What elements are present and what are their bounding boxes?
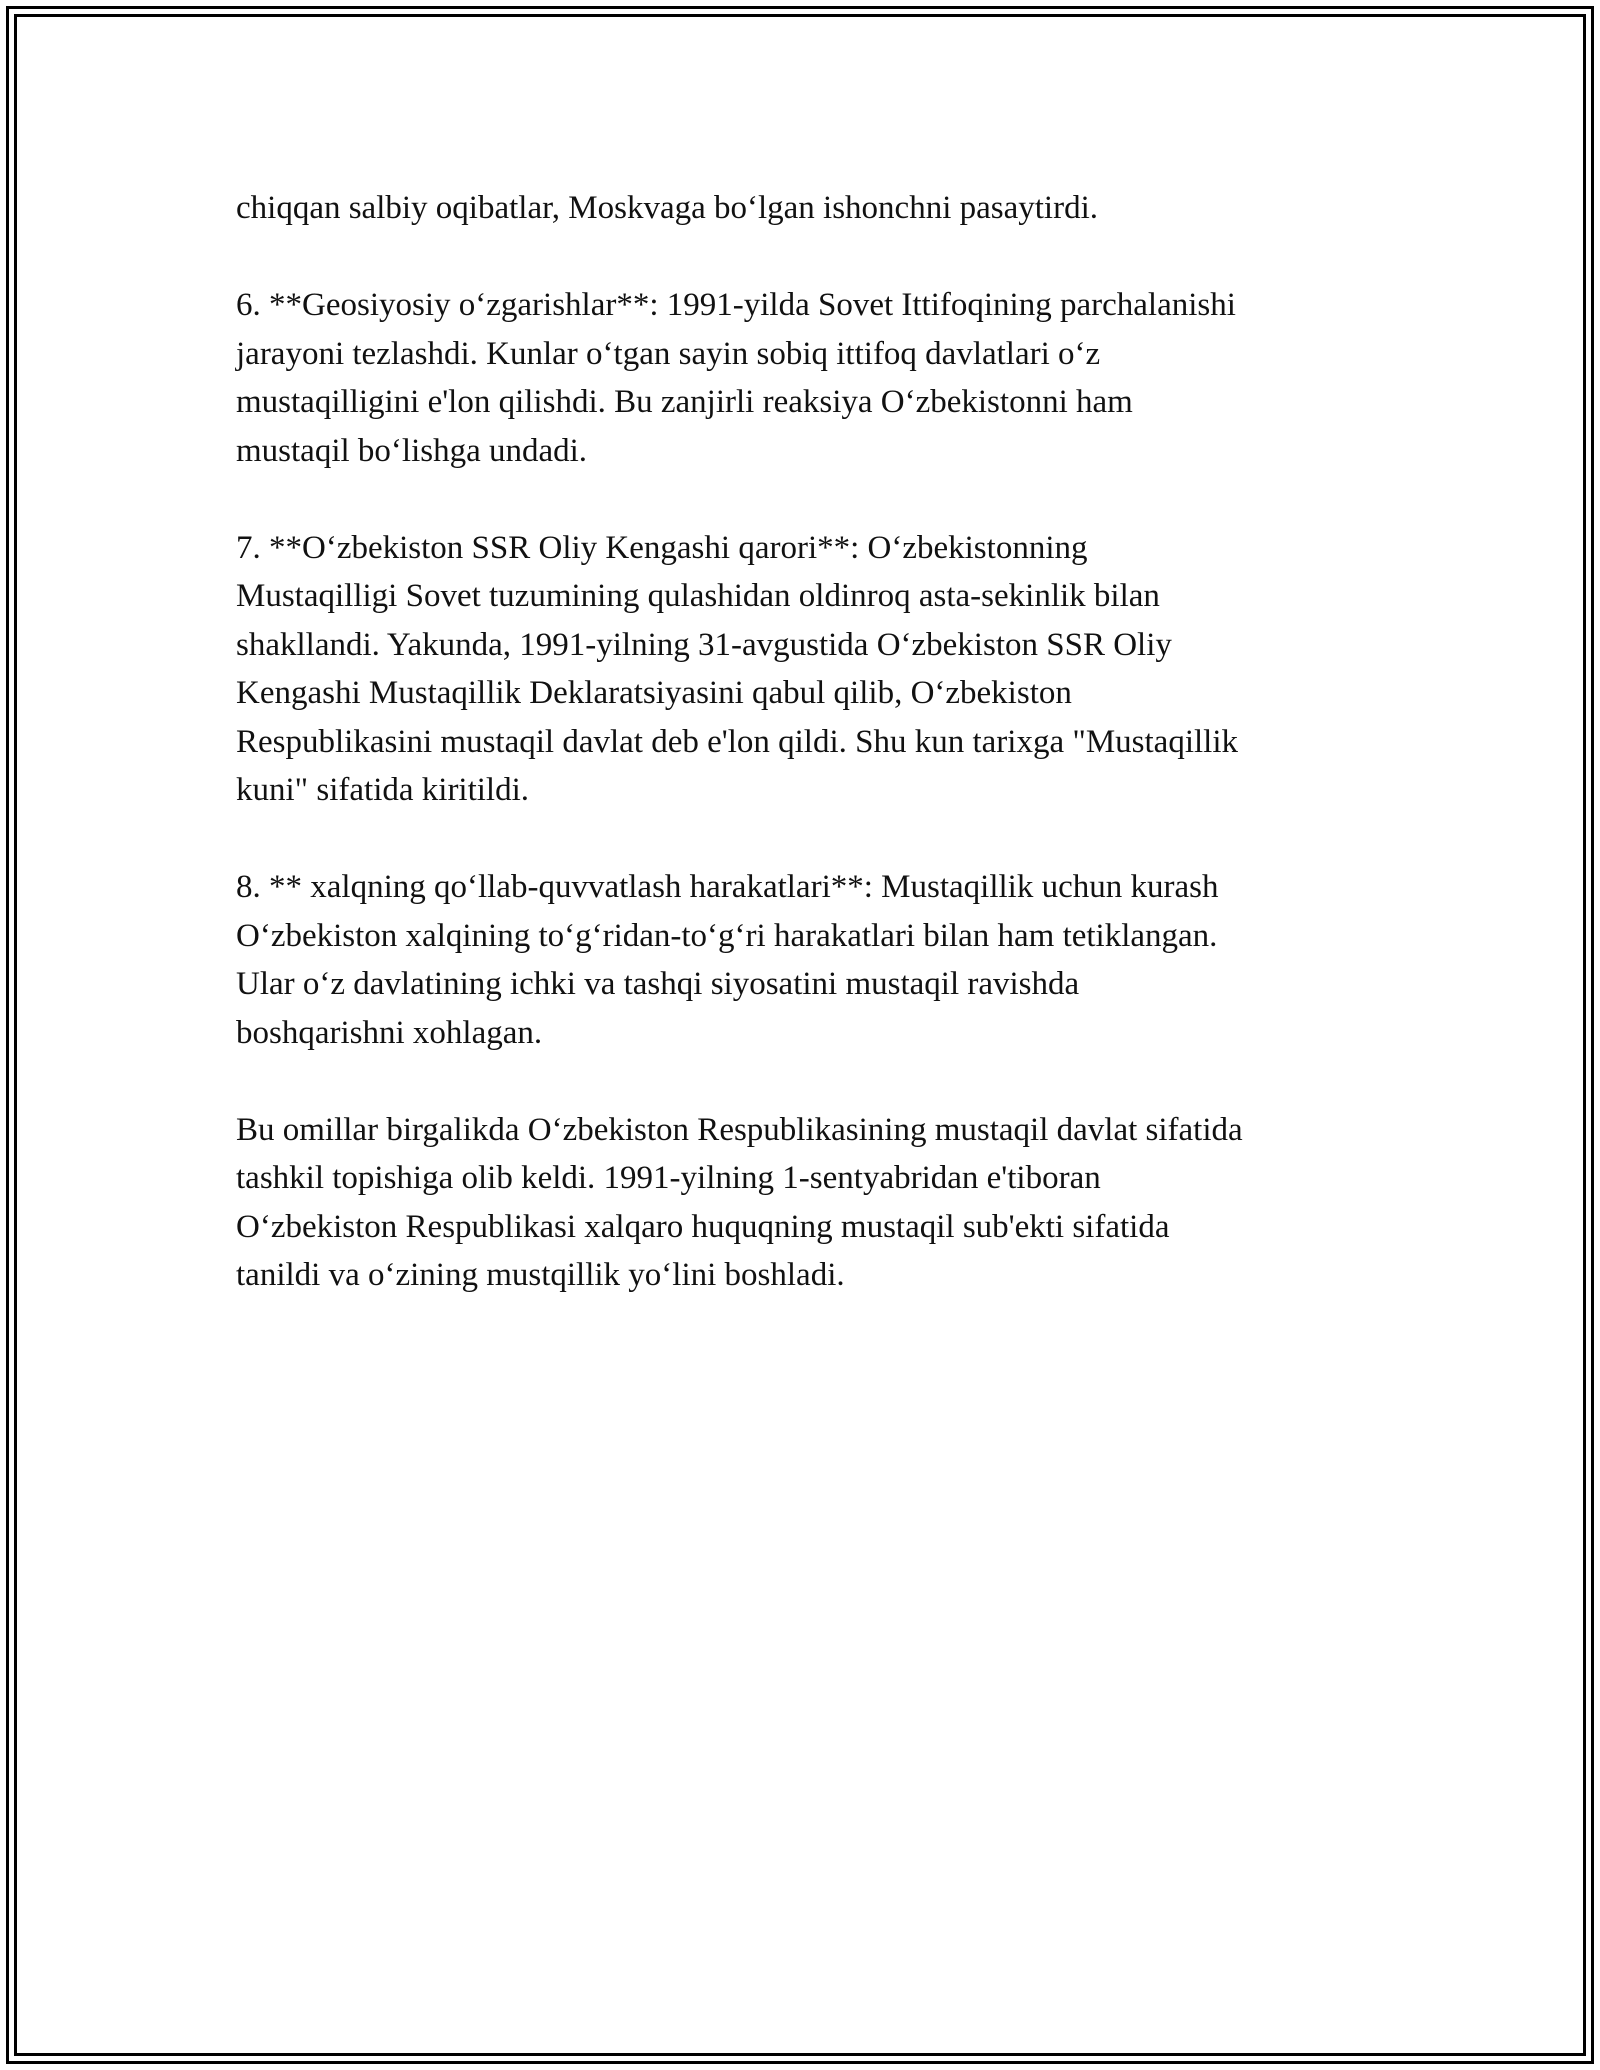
paragraph-conclusion: Bu omillar birgalikda O‘zbekiston Respublikasining mustaqil davlat sifatida tashkil topishiga olib keldi. 1991-yilning 1-sentyabridan e'tiboran O‘zbekiston Respublikasi xalqaro huquqning mustaqil sub'ekti sifatida tanildi va o‘zining mustqillik yo‘lini boshladi. xyxy=(236,1111,1243,1293)
document-body xyxy=(236,184,1366,1348)
paragraph-item-7: 7. **O‘zbekiston SSR Oliy Kengashi qarori**: O‘zbekistonning Mustaqilligi Sovet tuzumining qulashidan oldinroq asta-sekinlik bilan shakllandi. Yakunda, 1991-yilning 31-avgustida O‘zbekiston SSR Oliy Kengashi Mustaqillik Deklaratsiyasini qabul qilib, O‘zbekiston Respublikasini mustaqil davlat deb e'lon qildi. Shu kun tarixga "Mustaqillik kuni" sifatida kiritildi. xyxy=(236,529,1238,808)
paragraph-item-8: 8. ** xalqning qo‘llab-quvvatlash harakatlari**: Mustaqillik uchun kurash O‘zbekiston xalqining to‘g‘ridan-to‘g‘ri harakatlari bilan ham tetiklangan. Ular o‘z davlatining ichki va tashqi siyosatini mustaqil ravishda boshqarishni xohlagan. xyxy=(236,869,1219,1051)
paragraph-intro-continuation: chiqqan salbiy oqibatlar, Moskvaga bo‘lgan ishonchni pasaytirdi. xyxy=(236,190,1098,226)
paragraph-item-6: 6. **Geosiyosiy o‘zgarishlar**: 1991-yilda Sovet Ittifoqining parchalanishi jarayoni tezlashdi. Kunlar o‘tgan sayin sobiq ittifoq davlatlari o‘z mustaqilligini e'lon qilishdi. Bu zanjirli reaksiya O‘zbekistonni ham mustaqil bo‘lishga undadi. xyxy=(236,287,1236,469)
